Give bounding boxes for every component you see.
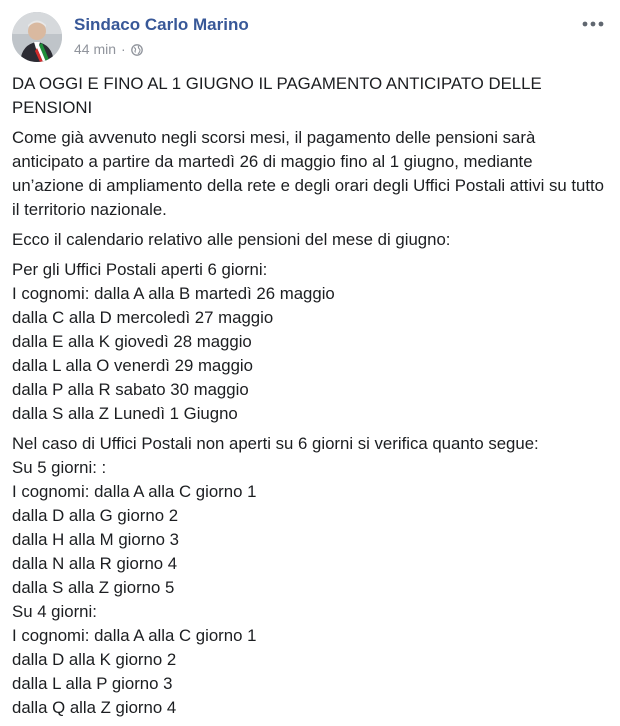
schedule-line: dalla S alla Z Lunedì 1 Giugno	[12, 404, 238, 423]
schedule-line: dalla N alla R giorno 4	[12, 554, 178, 573]
five-days-heading: Su 5 giorni: :	[12, 458, 107, 477]
more-horizontal-icon[interactable]	[580, 14, 606, 34]
calendar-intro: Ecco il calendario relativo alle pensioni del mese di giugno:	[12, 230, 451, 249]
globe-icon[interactable]	[131, 43, 143, 55]
intro-paragraph: Come già avvenuto negli scorsi mesi, il pagamento delle pensioni sarà anticipato a partire da martedì 26 di maggio fino al 1 giugno, mediante un’azione di ampliamento della rete e degli orari degli Uffici Postali attivi su tutto il territorio nazionale.	[12, 128, 605, 219]
six-days-section	[12, 258, 608, 426]
schedule-line: I cognomi: dalla A alla C giorno 1	[12, 626, 257, 645]
meta-separator: ·	[121, 41, 126, 57]
schedule-line: dalla L alla P giorno 3	[12, 674, 173, 693]
schedule-line: dalla P alla R sabato 30 maggio	[12, 380, 249, 399]
schedule-line: dalla Q alla Z giorno 4	[12, 698, 177, 717]
post-time[interactable]: 44 min	[74, 41, 117, 57]
schedule-line: dalla D alla K giorno 2	[12, 650, 177, 669]
schedule-line: dalla C alla D mercoledì 27 maggio	[12, 308, 274, 327]
post-text	[12, 72, 608, 726]
four-days-heading: Su 4 giorni:	[12, 602, 97, 621]
six-days-heading: Per gli Uffici Postali aperti 6 giorni:	[12, 260, 268, 279]
schedule-line: dalla D alla G giorno 2	[12, 506, 179, 525]
schedule-line: dalla H alla M giorno 3	[12, 530, 179, 549]
schedule-line: dalla S alla Z giorno 5	[12, 578, 175, 597]
post-title: DA OGGI E FINO AL 1 GIUGNO IL PAGAMENTO ANTICIPATO DELLE PENSIONI	[12, 74, 542, 117]
schedule-line: dalla L alla O venerdì 29 maggio	[12, 356, 253, 375]
post-header	[12, 12, 608, 64]
schedule-line: dalla E alla K giovedì 28 maggio	[12, 332, 252, 351]
avatar[interactable]	[12, 12, 62, 62]
other-days-heading: Nel caso di Uffici Postali non aperti su 6 giorni si verifica quanto segue:	[12, 434, 539, 453]
schedule-line: I cognomi: dalla A alla B martedì 26 maggio	[12, 284, 335, 303]
other-days-section	[12, 432, 608, 720]
author-name[interactable]: Sindaco Carlo Marino	[74, 15, 249, 34]
post-meta	[74, 41, 143, 57]
schedule-line: I cognomi: dalla A alla C giorno 1	[12, 482, 257, 501]
